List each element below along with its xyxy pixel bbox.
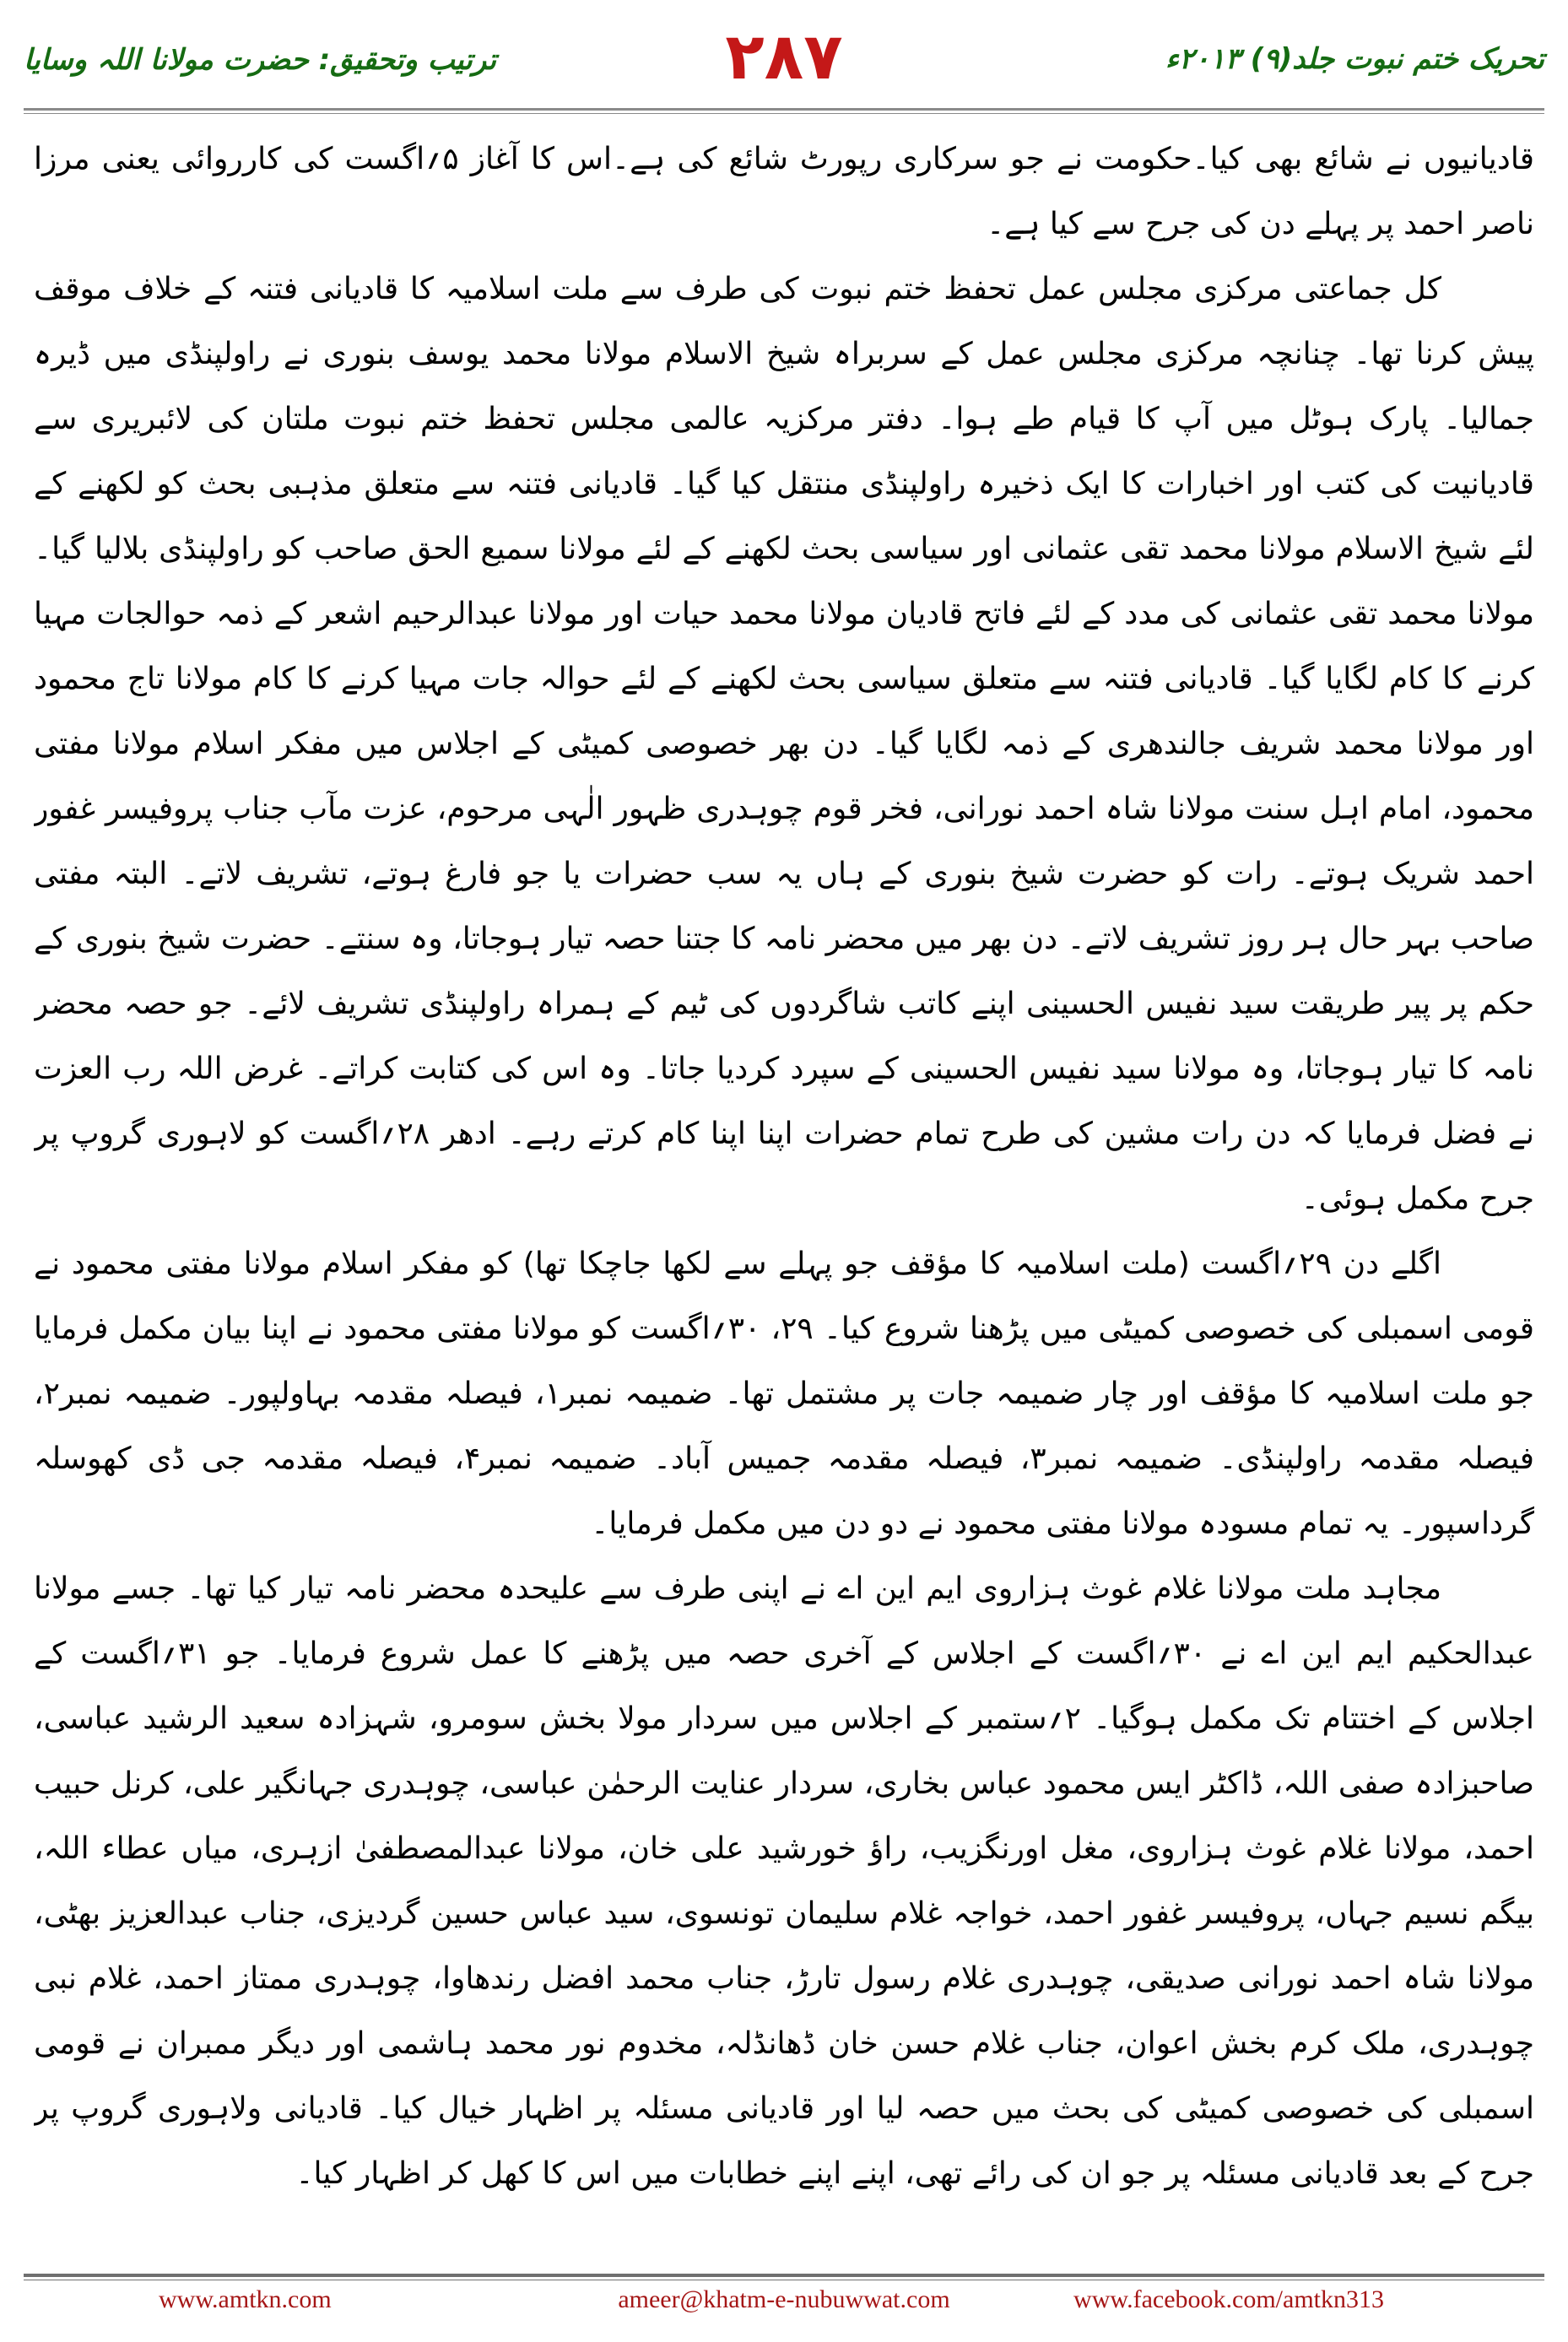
footer-website-link[interactable]: www.amtkn.com: [159, 2285, 332, 2313]
header-divider-thin: [24, 113, 1544, 114]
paragraph: [34, 2206, 1534, 2220]
footer-email-link[interactable]: ameer@khatm-e-nubuwwat.com: [618, 2285, 950, 2313]
paragraph: مجاہد ملت مولانا غلام غوث ہزاروی ایم این اے نے اپنی طرف سے علیحدہ محضر نامہ تیار کیا تھا۔ جسے مولانا عبدالحکیم ایم این اے نے ۳۰؍اگست کے اجلاس کے آخری حصہ میں پڑھنے کا عمل شروع فرمایا۔ جو ۳۱؍اگست کے اجلاس کے اختتام تک مکمل ہوگیا۔ ۲؍ستمبر کے اجلاس میں سردار مولا بخش سومرو، شہزادہ سعید الرشید عباسی، صاحبزادہ صفی اللہ، ڈاکٹر ایس محمود عباس بخاری، سردار عنایت الرحمٰن عباسی، چوہدری جہانگیر علی، کرنل حبیب احمد، مولانا غلام غوث ہزاروی، مغل اورنگزیب، راؤ خورشید علی خان، مولانا عبدالمصطفیٰ ازہری، میاں عطاء اللہ، بیگم نسیم جہاں، پروفیسر غفور احمد، خواجہ غلام سلیمان تونسوی، سید عباس حسین گردیزی، جناب عبدالعزیز بھٹی، مولانا شاہ احمد نورانی صدیقی، چوہدری غلام رسول تارڑ، جناب محمد افضل رندھاوا، چوہدری ممتاز احمد، غلام نبی چوہدری، ملک کرم بخش اعوان، جناب غلام حسن خان ڈھانڈلہ، مخدوم نور محمد ہاشمی اور دیگر ممبران نے قومی اسمبلی کی خصوصی کمیٹی کی بحث میں حصہ لیا اور قادیانی مسئلہ پر اظہار خیال کیا۔ قادیانی ولاہوری گروپ پر جرح کے بعد قادیانی مسئلہ پر جو ان کی رائے تھی، اپنے اپنے خطابات میں اس کا کھل کر اظہار کیا۔: [34, 1571, 1534, 2191]
paragraph: قادیانیوں نے شائع بھی کیا۔حکومت نے جو سرکاری رپورٹ شائع کی ہے۔اس کا آغاز ۵؍اگست کی کارروائی یعنی مرزا ناصر احمد پر پہلے دن کی جرح سے کیا ہے۔: [34, 142, 1534, 241]
header-divider: [24, 108, 1544, 111]
header-book-title: تحریک ختم نبوت جلد(۹) ۲۰۱۳ء: [1165, 42, 1544, 76]
page-number: ۲۸۷: [725, 19, 843, 94]
header-compiler-title: ترتیب وتحقیق: حضرت مولانا اللہ وسایا: [24, 43, 497, 77]
page-footer: [24, 2285, 1544, 2328]
footer-divider: [24, 2274, 1544, 2277]
footer-facebook-link[interactable]: www.facebook.com/amtkn313: [1073, 2285, 1384, 2313]
page-header: [24, 19, 1544, 111]
paragraph: کل جماعتی مرکزی مجلس عمل تحفظ ختم نبوت کی طرف سے ملت اسلامیہ کا قادیانی فتنہ کے خلاف موقف پیش کرنا تھا۔ چنانچہ مرکزی مجلس عمل کے سربراہ شیخ الاسلام مولانا محمد یوسف بنوری نے راولپنڈی میں ڈیرہ جمالیا۔ پارک ہوٹل میں آپ کا قیام طے ہوا۔ دفتر مرکزیہ عالمی مجلس تحفظ ختم نبوت ملتان کی لائبریری سے قادیانیت کی کتب اور اخبارات کا ایک ذخیرہ راولپنڈی منتقل کیا گیا۔ قادیانی فتنہ سے متعلق مذہبی بحث کو لکھنے کے لئے شیخ الاسلام مولانا محمد تقی عثمانی اور سیاسی بحث لکھنے کے لئے مولانا سمیع الحق صاحب کو راولپنڈی بلالیا گیا۔ مولانا محمد تقی عثمانی کی مدد کے لئے فاتح قادیان مولانا محمد حیات اور مولانا عبدالرحیم اشعر کے ذمہ حوالجات مہیا کرنے کا کام لگایا گیا۔ قادیانی فتنہ سے متعلق سیاسی بحث لکھنے کے لئے حوالہ جات مہیا کرنے کا کام مولانا تاج محمود اور مولانا محمد شریف جالندھری کے ذمہ لگایا گیا۔ دن بھر خصوصی کمیٹی کے اجلاس میں مفکر اسلام مولانا مفتی محمود، امام اہل سنت مولانا شاہ احمد نورانی، فخر قوم چوہدری ظہور الٰہی مرحوم، عزت مآب جناب پروفیسر غفور احمد شریک ہوتے۔ رات کو حضرت شیخ بنوری کے ہاں یہ سب حضرات یا جو فارغ ہوتے، تشریف لاتے۔ البتہ مفتی صاحب بہر حال ہر روز تشریف لاتے۔ دن بھر میں محضر نامہ کا جتنا حصہ تیار ہوجاتا، وہ سنتے۔ حضرت شیخ بنوری کے حکم پر پیر طریقت سید نفیس الحسینی اپنے کاتب شاگردوں کی ٹیم کے ہمراہ راولپنڈی تشریف لائے۔ جو حصہ محضر نامہ کا تیار ہوجاتا، وہ مولانا سید نفیس الحسینی کے سپرد کردیا جاتا۔ وہ اس کی کتابت کراتے۔ غرض اللہ رب العزت نے فضل فرمایا کہ دن رات مشین کی طرح تمام حضرات اپنا اپنا کام کرتے رہے۔ ادھر ۲۸؍اگست کو لاہوری گروپ پر جرح مکمل ہوئی۔: [34, 272, 1534, 1216]
paragraph: اگلے دن ۲۹؍اگست (ملت اسلامیہ کا مؤقف جو پہلے سے لکھا جاچکا تھا) کو مفکر اسلام مولانا مفتی محمود نے قومی اسمبلی کی خصوصی کمیٹی میں پڑھنا شروع کیا۔ ۲۹، ۳۰؍اگست کو مولانا مفتی محمود نے اپنا بیان مکمل فرمایا جو ملت اسلامیہ کا مؤقف اور چار ضمیمہ جات پر مشتمل تھا۔ ضمیمہ نمبر۱، فیصلہ مقدمہ بہاولپور۔ ضمیمہ نمبر۲، فیصلہ مقدمہ راولپنڈی۔ ضمیمہ نمبر۳، فیصلہ مقدمہ جمیس آباد۔ ضمیمہ نمبر۴، فیصلہ مقدمہ جی ڈی کھوسلہ گرداسپور۔ یہ تمام مسودہ مولانا مفتی محمود نے دو دن میں مکمل فرمایا۔: [34, 1247, 1534, 1541]
body-text: [34, 127, 1534, 2220]
